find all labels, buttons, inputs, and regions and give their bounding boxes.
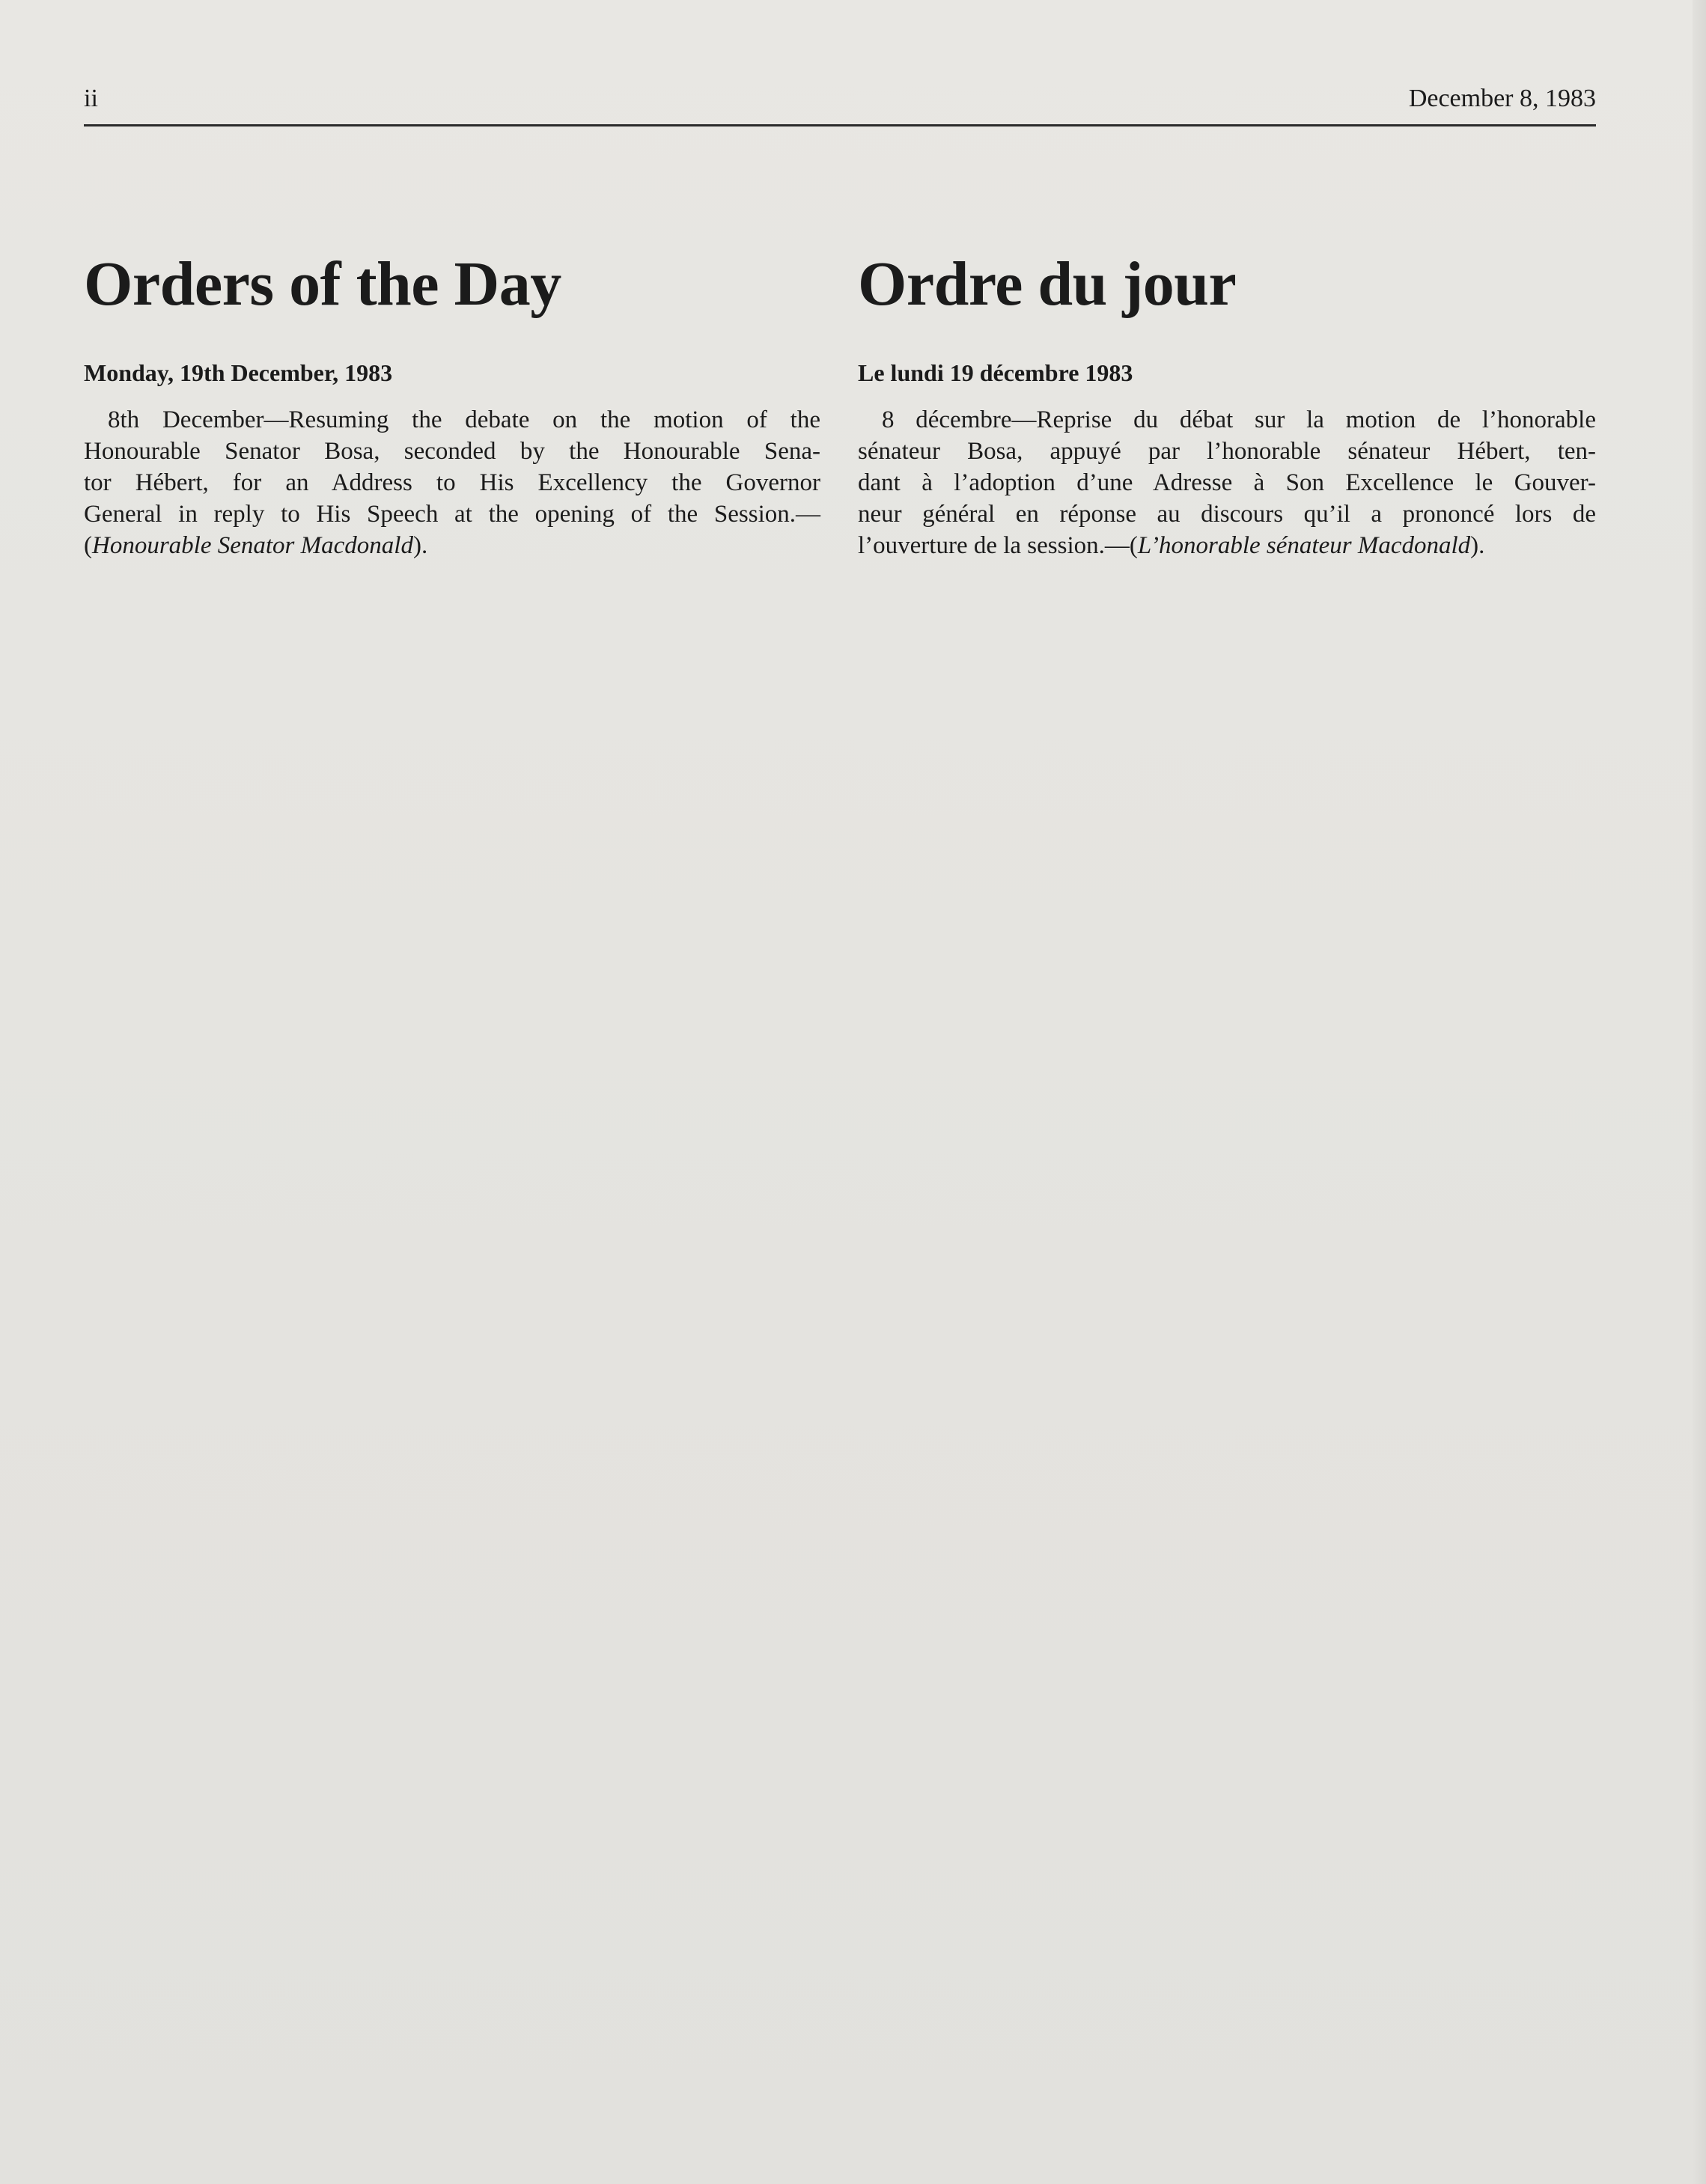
- english-paragraph-line: General in reply to His Speech at the opening of the Session.—: [84, 501, 820, 528]
- english-paragraph-line: Honourable Senator Bosa, seconded by the Honourable Sena-: [84, 438, 820, 465]
- french-paragraph: [858, 404, 1596, 561]
- french-paragraph-line: sénateur Bosa, appuyé par l’honorable sénateur Hébert, ten-: [858, 438, 1596, 465]
- english-title: Orders of the Day: [84, 249, 561, 319]
- header-date: December 8, 1983: [1408, 85, 1596, 112]
- french-paragraph-last-line: [858, 530, 1596, 561]
- page-edge: [1693, 0, 1706, 2184]
- english-column: [84, 247, 820, 561]
- english-close-paren: ).: [412, 532, 428, 559]
- french-paragraph-line: 8 décembre—Reprise du débat sur la motion de l’honorable: [882, 406, 1596, 433]
- french-date-line: Le lundi 19 décembre 1983: [858, 359, 1133, 386]
- french-column: [858, 247, 1596, 561]
- english-open-paren: (: [84, 532, 92, 559]
- english-paragraph: [84, 404, 820, 561]
- english-date-line: Monday, 19th December, 1983: [84, 359, 393, 386]
- running-header: [84, 84, 1596, 126]
- french-last-line-prefix: l’ouverture de la session.—(: [858, 532, 1138, 559]
- french-paragraph-line: neur général en réponse au discours qu’il a prononcé lors de: [858, 501, 1596, 528]
- french-reference: L’honorable sénateur Macdonald: [1137, 532, 1471, 559]
- french-paragraph-line: dant à l’adoption d’une Adresse à Son Excellence le Gouver-: [858, 469, 1596, 496]
- english-reference: Honourable Senator Macdonald: [92, 532, 413, 559]
- page-number: ii: [84, 85, 98, 112]
- english-paragraph-last-line: [84, 530, 820, 561]
- english-paragraph-line: 8th December—Resuming the debate on the motion of the: [108, 406, 820, 433]
- french-title: Ordre du jour: [858, 249, 1237, 319]
- english-paragraph-line: tor Hébert, for an Address to His Excellency the Governor: [84, 469, 820, 496]
- french-close-paren: ).: [1470, 532, 1485, 559]
